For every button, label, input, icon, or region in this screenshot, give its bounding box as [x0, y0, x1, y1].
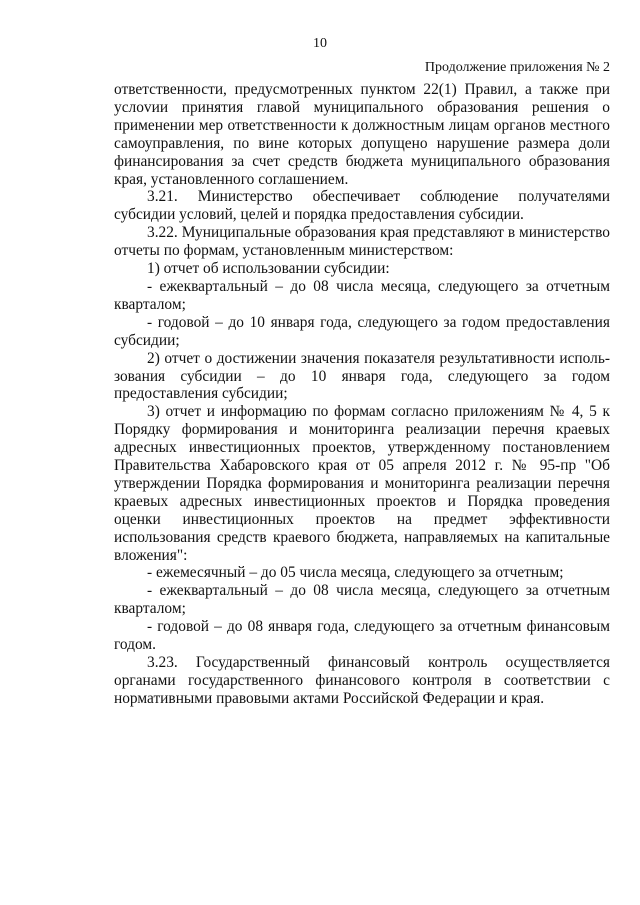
list-item-report-forms: 3) отчет и информацию по формам согласно приложениям № 4, 5 к Порядку формирования и мониторинга реализации перечня краевых адресных инвестиционных проектов, утвержденному постановлением Правительства Хабаровского края от 05 апреля 2012 г. № 95-пр "Об утверждении Порядка формирования и мониторинга реализации перечня краевых адресных инвестиционных проектов и Порядка проведения оценки инвестиционных проектов на предмет эффективности использования средств краевого бюджета, направляемых на капитальные вложения": [114, 403, 610, 564]
list-item-quarterly-2: - ежеквартальный – до 08 числа месяца, следующего за отчетным кварталом; [114, 582, 610, 618]
list-item-monthly: - ежемесячный – до 05 числа месяца, следующего за отчетным; [147, 564, 564, 582]
list-item-annual: - годовой – до 10 января года, следующего за годом предоставления субсидии; [114, 313, 610, 349]
list-item-annual-2: - годовой – до 08 января года, следующего за отчетным финансовым годом. [114, 618, 610, 654]
page-number: 10 [313, 36, 327, 51]
paragraph-responsibility-continuation: ответственности, предусмотренных пунктом 22(1) Правил, а также при услоvии принятия главой муниципального образования решения о применении мер ответственности к должностным лицам органов местного самоуправления, по вине которых допущено нарушение размера доли финансирования за счет средств бюджета муниципального образования края, установленного соглашением. [114, 81, 610, 188]
paragraph-3-23: 3.23. Государственный финансовый контроль осуществляется органами государственного финансового контроля в соответствии с нормативными правовыми актами Российской Федерации и края. [114, 654, 610, 707]
list-item-quarterly: - ежеквартальный – до 08 числа месяца, следующего за отчетным кварталом; [114, 277, 610, 313]
list-item-report-performance: 2) отчет о достижении значения показателя результативности использования субсидии – до 10 января года, следующего за годом предоставления субсидии; [114, 349, 610, 403]
paragraph-3-21: 3.21. Министерство обеспечивает соблюдение получателями субсидии условий, целей и порядка предоставления субсидии. [114, 188, 610, 224]
appendix-continuation-label: Продолжение приложения № 2 [424, 60, 610, 75]
document-body [114, 81, 610, 708]
paragraph-3-22: 3.22. Муниципальные образования края представляют в министерство отчеты по формам, установленным министерством: [114, 224, 610, 260]
list-item-report-usage: 1) отчет об использовании субсидии: [147, 260, 390, 278]
